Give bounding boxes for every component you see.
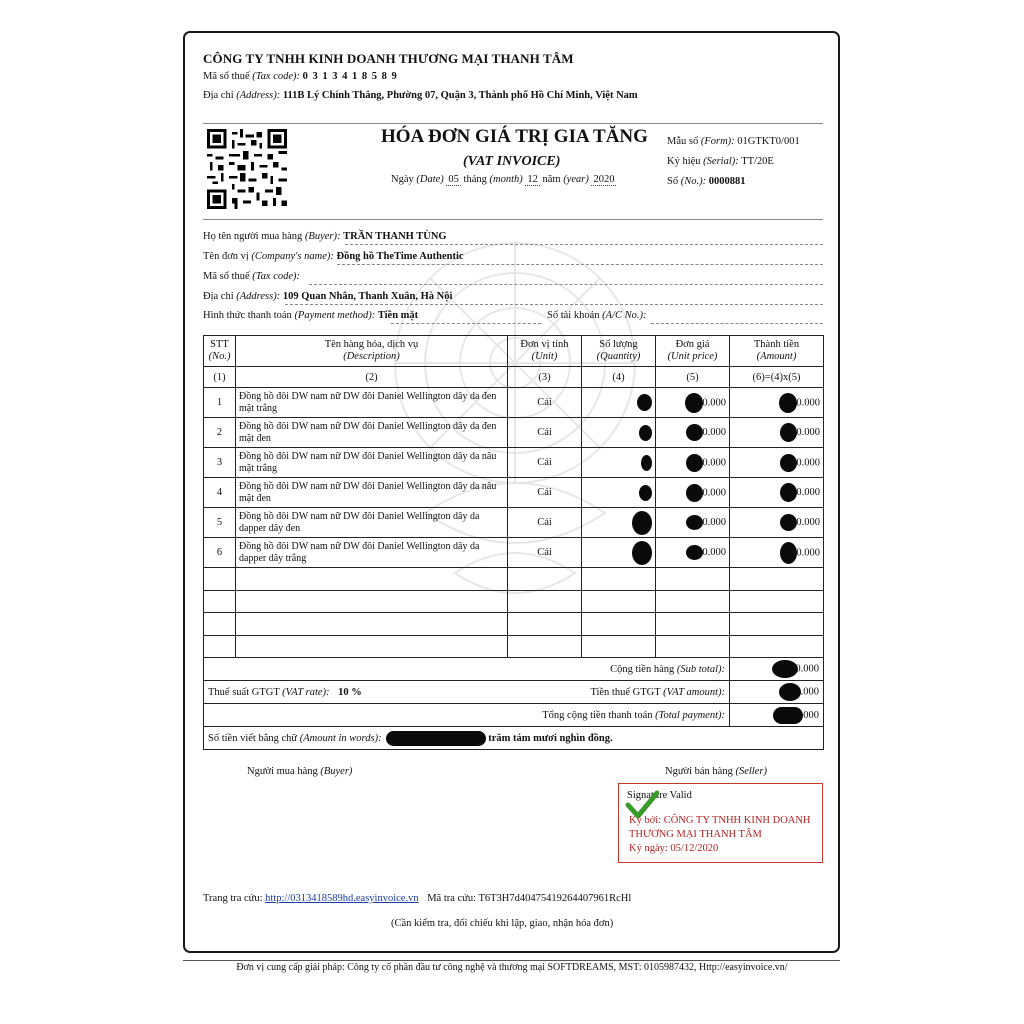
payment-label: Hình thức thanh toán [203, 310, 292, 321]
invoice-month: 12 [527, 174, 538, 185]
unit-price-cell: 00.000 [656, 388, 730, 418]
number-label: Số [667, 176, 679, 187]
seller-address-label: Địa chỉ [203, 90, 234, 101]
redacted-amount-words [386, 731, 486, 746]
seller-tax-code: 0 3 1 3 4 1 8 5 8 9 [302, 71, 398, 82]
month-label-en: (month) [489, 174, 523, 185]
amount-cell: 00.000 [730, 508, 824, 538]
subtotal-row [204, 658, 824, 681]
lookup-line [203, 893, 631, 904]
seller-company-name: CÔNG TY TNHH KINH DOANH THƯƠNG MẠI THANH TÂM [203, 51, 574, 66]
buyer-tax-label: Mã số thuế [203, 271, 250, 282]
invoice-number: 0000881 [708, 176, 746, 187]
seller-address: 111B Lý Chính Thắng, Phường 07, Quận 3, Thành phố Hồ Chí Minh, Việt Nam [282, 90, 638, 101]
blank-row [204, 635, 824, 658]
index-row: (1) (2) (3) (4) (5) (6)=(4)x(5) [204, 367, 824, 388]
unit-price-cell: 00.000 [656, 418, 730, 448]
table-row: 5 Đồng hồ đôi DW nam nữ DW đôi Daniel Wellington dây da dapper dây đen Cái 00.000 00.000 [204, 508, 824, 538]
form-value: 01GTKT0/001 [737, 136, 800, 147]
buyer-company-label-en: (Company's name): [251, 251, 334, 262]
invoice-meta [667, 132, 800, 192]
table-row: 3 Đồng hồ đôi DW nam nữ DW đôi Daniel Wellington dây da nâu mặt trắng Cái 00.000 00.000 [204, 448, 824, 478]
payment-label-en: (Payment method): [294, 310, 376, 321]
buyer-address-dots [285, 304, 823, 305]
subtotal-label-en: (Sub total): [676, 663, 726, 675]
header-description: Tên hàng hóa, dịch vụ (Description) [236, 336, 508, 367]
vat-rate-label: Thuế suất GTGT [208, 686, 280, 698]
number-line [667, 172, 800, 192]
invoice-year: 2020 [593, 174, 615, 185]
table-row: 1 Đồng hồ đôi DW nam nữ DW đôi Daniel Wellington dây da đen mặt trắng Cái 00.000 00.000 [204, 388, 824, 418]
invoice-date-line [391, 174, 616, 185]
blank-row [204, 613, 824, 636]
header-divider [203, 123, 823, 124]
buyer-name-label: Họ tên người mua hàng [203, 231, 303, 242]
digital-signature-box[interactable] [618, 783, 823, 863]
amount-cell: 00.000 [730, 388, 824, 418]
amount-cell: 00.000 [730, 478, 824, 508]
total-label-en: (Total payment): [655, 709, 726, 721]
lookup-code-label: Mã tra cứu: [427, 893, 477, 904]
serial-label-en: (Serial): [703, 156, 739, 167]
buyer-payment-line [203, 310, 418, 321]
form-label-en: (Form): [700, 136, 735, 147]
lookup-site-link[interactable]: http://0313418589hd.easyinvoice.vn [265, 893, 419, 904]
buyer-tax-label-en: (Tax code): [252, 271, 301, 282]
seller-address-line [203, 90, 638, 101]
buyer-address-label-en: (Address): [236, 291, 281, 302]
seller-signature-label: Người bán hàng (Seller) [665, 766, 767, 777]
buyer-company-dots [337, 264, 823, 265]
account-label-en: (A/C No.): [602, 310, 647, 321]
form-line [667, 132, 800, 152]
buyer-address-label: Địa chỉ [203, 291, 234, 302]
lookup-code: T6T3H7d40475419264407961RcHl [478, 893, 632, 904]
header-amount: Thành tiền (Amount) [730, 336, 824, 367]
provider-footer: Đơn vị cung cấp giải pháp: Công ty cổ phần đầu tư công nghệ và thương mại SOFTDREAMS, MST: 0105987432, Http://easyinvoice.vn/ [236, 962, 788, 973]
redacted-quantity [582, 478, 656, 508]
table-row: 2 Đồng hồ đôi DW nam nữ DW đôi Daniel Wellington dây da đen mặt đen Cái 00.000 00.000 [204, 418, 824, 448]
lookup-note: (Cần kiểm tra, đối chiếu khi lập, giao, nhận hóa đơn) [391, 918, 614, 929]
header-unit-price: Đơn giá (Unit price) [656, 336, 730, 367]
serial-line [667, 152, 800, 172]
header-unit: Đơn vị tính (Unit) [508, 336, 582, 367]
redacted-quantity [582, 448, 656, 478]
vat-rate-label-en: (VAT rate): [282, 686, 330, 698]
unit-price-cell: 00.000 [656, 538, 730, 568]
date-label: Ngày [391, 174, 414, 185]
buyer-address: 109 Quan Nhân, Thanh Xuân, Hà Nội [282, 291, 453, 302]
account-line [547, 310, 646, 321]
seller-tax-label-en: (Tax code): [252, 71, 301, 82]
amount-cell: 00.000 [730, 538, 824, 568]
amount-cell: 00.000 [730, 418, 824, 448]
year-label: năm [542, 174, 561, 185]
account-label: Số tài khoản [547, 310, 600, 321]
unit-price-cell: 00.000 [656, 448, 730, 478]
redacted-quantity [582, 538, 656, 568]
signed-date: Ký ngày: 05/12/2020 [629, 843, 719, 854]
words-tail: trăm tám mươi nghìn đồng. [488, 732, 613, 744]
signature-valid-text: Signature Valid [627, 790, 692, 801]
number-label-en: (No.): [680, 176, 707, 187]
invoice-frame [183, 31, 840, 953]
vat-rate: 10 % [338, 686, 362, 698]
table-header-row [204, 336, 824, 367]
serial-value: TT/20E [741, 156, 774, 167]
header-no: STT (No.) [204, 336, 236, 367]
date-label-en: (Date) [416, 174, 444, 185]
form-label: Mẫu số [667, 136, 699, 147]
buyer-company-label: Tên đơn vị [203, 251, 249, 262]
subtotal-value: 00.000 [730, 658, 824, 681]
buyer-name-dots [345, 244, 823, 245]
vat-amount-label: Tiền thuế GTGT [590, 686, 661, 698]
vat-amount-value: 0.000 [730, 681, 824, 704]
buyer-signature-label: Người mua hàng (Buyer) [247, 766, 353, 777]
total-value: 0.000 [730, 704, 824, 727]
lookup-site-label: Trang tra cứu: [203, 893, 263, 904]
payment-dots [391, 323, 541, 324]
total-row [204, 704, 824, 727]
words-label-en: (Amount in words): [299, 732, 382, 744]
totals-table [203, 657, 824, 750]
buyer-company-line [203, 251, 464, 262]
total-label: Tổng cộng tiền thanh toán [542, 709, 653, 721]
seller-address-label-en: (Address): [236, 90, 281, 101]
unit-price-cell: 00.000 [656, 508, 730, 538]
header-quantity: Số lượng (Quantity) [582, 336, 656, 367]
table-row: 4 Đồng hồ đôi DW nam nữ DW đôi Daniel Wellington dây da nâu mặt đen Cái 00.000 00.000 [204, 478, 824, 508]
buyer-tax-line [203, 271, 300, 282]
redacted-quantity [582, 508, 656, 538]
payment-method: Tiền mặt [377, 310, 419, 321]
unit-price-cell: 00.000 [656, 478, 730, 508]
qr-code-icon [207, 129, 287, 209]
redacted-quantity [582, 388, 656, 418]
invoice-day: 05 [448, 174, 459, 185]
seller-tax-line [203, 71, 398, 82]
footer-divider [183, 960, 840, 961]
blank-row [204, 568, 824, 591]
table-row: 6 Đồng hồ đôi DW nam nữ DW đôi Daniel Wellington dây da dapper dây trắng Cái 00.000 00.000 [204, 538, 824, 568]
amount-cell: 00.000 [730, 448, 824, 478]
redacted-quantity [582, 418, 656, 448]
buyer-company: Đồng hồ TheTime Authentic [336, 251, 464, 262]
items-table [203, 335, 824, 658]
seller-tax-label: Mã số thuế [203, 71, 250, 82]
subtotal-label: Cộng tiền hàng [610, 663, 675, 675]
words-label: Số tiền viết bằng chữ [208, 732, 298, 744]
buyer-tax-dots [309, 284, 823, 285]
buyer-name: TRẦN THANH TÙNG [343, 231, 447, 242]
year-label-en: (year) [563, 174, 589, 185]
buyer-name-label-en: (Buyer): [304, 231, 341, 242]
amount-in-words-row [204, 727, 824, 750]
buyer-address-line [203, 291, 452, 302]
vat-amount-label-en: (VAT amount): [663, 686, 726, 698]
blank-row [204, 590, 824, 613]
account-dots [651, 323, 823, 324]
invoice-subtitle: (VAT INVOICE) [463, 154, 561, 169]
vat-row [204, 681, 824, 704]
month-label: tháng [463, 174, 487, 185]
serial-label: Ký hiệu [667, 156, 701, 167]
title-divider [203, 219, 823, 220]
buyer-name-line [203, 231, 447, 242]
invoice-title: HÓA ĐƠN GIÁ TRỊ GIA TĂNG [381, 126, 648, 147]
signed-by: Ký bởi: CÔNG TY TNHH KINH DOANH THƯƠNG MẠI THANH TÂM [629, 815, 811, 840]
